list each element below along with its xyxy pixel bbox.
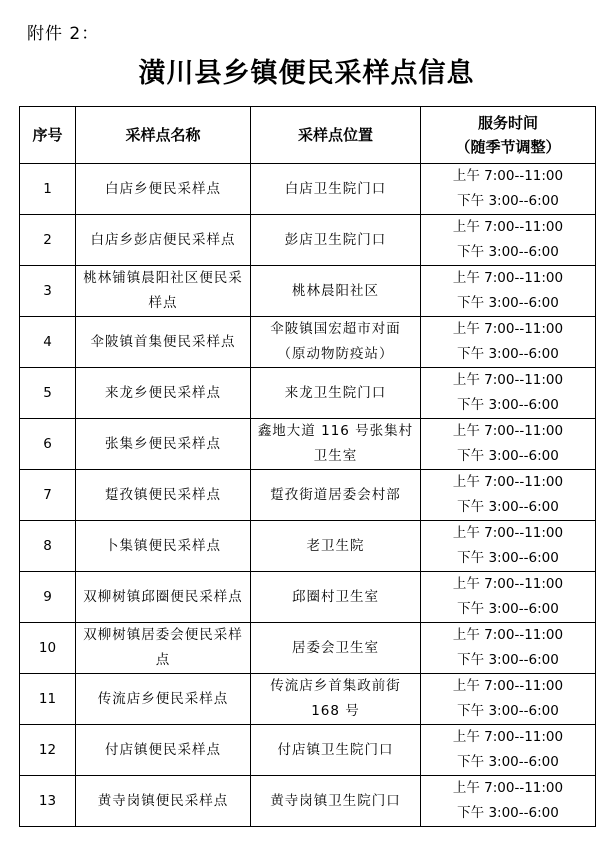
row-site-name: 踅孜镇便民采样点 [76,470,251,521]
morning-hours: 上午 7:00--11:00 [452,678,564,694]
row-site-location: 鑫地大道 116 号张集村卫生室 [251,419,421,470]
row-site-location: 老卫生院 [251,521,421,572]
table-row [20,164,596,215]
afternoon-hours: 下午 3:00--6:00 [457,754,559,770]
table-row [20,623,596,674]
header-index: 序号 [20,107,76,164]
row-service-hours [421,521,596,572]
row-site-name: 白店乡便民采样点 [76,164,251,215]
morning-hours: 上午 7:00--11:00 [452,423,564,439]
row-site-name: 白店乡彭店便民采样点 [76,215,251,266]
row-site-name: 伞陂镇首集便民采样点 [76,317,251,368]
row-site-name: 张集乡便民采样点 [76,419,251,470]
row-index: 9 [20,572,76,623]
morning-hours: 上午 7:00--11:00 [452,321,564,337]
morning-hours: 上午 7:00--11:00 [452,474,564,490]
row-service-hours [421,164,596,215]
table-row [20,725,596,776]
row-index: 3 [20,266,76,317]
row-service-hours [421,623,596,674]
row-service-hours [421,368,596,419]
header-location: 采样点位置 [251,107,421,164]
table-row [20,266,596,317]
afternoon-hours: 下午 3:00--6:00 [457,499,559,515]
row-index: 10 [20,623,76,674]
morning-hours: 上午 7:00--11:00 [452,576,564,592]
row-service-hours [421,419,596,470]
row-index: 1 [20,164,76,215]
table-row [20,776,596,827]
row-index: 8 [20,521,76,572]
afternoon-hours: 下午 3:00--6:00 [457,703,559,719]
row-site-location: 白店卫生院门口 [251,164,421,215]
header-hours-note: （随季节调整） [455,138,561,156]
morning-hours: 上午 7:00--11:00 [452,627,564,643]
sampling-points-table [19,106,596,827]
table-row [20,572,596,623]
row-service-hours [421,725,596,776]
row-site-name: 黄寺岗镇便民采样点 [76,776,251,827]
morning-hours: 上午 7:00--11:00 [452,270,564,286]
table-row [20,674,596,725]
row-site-location: 邱圈村卫生室 [251,572,421,623]
row-index: 2 [20,215,76,266]
table-row [20,419,596,470]
header-hours [421,107,596,164]
table-header-row [20,107,596,164]
attachment-label: 附件 2： [27,24,100,44]
row-site-name: 付店镇便民采样点 [76,725,251,776]
row-site-location: 黄寺岗镇卫生院门口 [251,776,421,827]
row-index: 12 [20,725,76,776]
table-row [20,470,596,521]
row-site-location: 伞陂镇国宏超市对面（原动物防疫站） [251,317,421,368]
afternoon-hours: 下午 3:00--6:00 [457,550,559,566]
morning-hours: 上午 7:00--11:00 [452,729,564,745]
row-site-name: 双柳树镇居委会便民采样点 [76,623,251,674]
row-site-location: 付店镇卫生院门口 [251,725,421,776]
table-row [20,317,596,368]
row-site-location: 彭店卫生院门口 [251,215,421,266]
afternoon-hours: 下午 3:00--6:00 [457,805,559,821]
afternoon-hours: 下午 3:00--6:00 [457,244,559,260]
table-row [20,215,596,266]
afternoon-hours: 下午 3:00--6:00 [457,346,559,362]
afternoon-hours: 下午 3:00--6:00 [457,193,559,209]
row-service-hours [421,215,596,266]
morning-hours: 上午 7:00--11:00 [452,219,564,235]
row-service-hours [421,776,596,827]
row-site-name: 来龙乡便民采样点 [76,368,251,419]
row-service-hours [421,674,596,725]
header-name: 采样点名称 [76,107,251,164]
row-service-hours [421,572,596,623]
table-row [20,521,596,572]
morning-hours: 上午 7:00--11:00 [452,525,564,541]
row-service-hours [421,317,596,368]
row-index: 5 [20,368,76,419]
row-index: 7 [20,470,76,521]
row-service-hours [421,266,596,317]
afternoon-hours: 下午 3:00--6:00 [457,601,559,617]
row-site-location: 踅孜街道居委会村部 [251,470,421,521]
table-row [20,368,596,419]
morning-hours: 上午 7:00--11:00 [452,372,564,388]
afternoon-hours: 下午 3:00--6:00 [457,652,559,668]
row-index: 6 [20,419,76,470]
morning-hours: 上午 7:00--11:00 [452,780,564,796]
row-site-location: 桃林晨阳社区 [251,266,421,317]
row-site-name: 传流店乡便民采样点 [76,674,251,725]
row-site-name: 桃林铺镇晨阳社区便民采样点 [76,266,251,317]
row-index: 4 [20,317,76,368]
afternoon-hours: 下午 3:00--6:00 [457,295,559,311]
row-site-location: 居委会卫生室 [251,623,421,674]
morning-hours: 上午 7:00--11:00 [452,168,564,184]
row-index: 13 [20,776,76,827]
row-site-name: 卜集镇便民采样点 [76,521,251,572]
row-index: 11 [20,674,76,725]
afternoon-hours: 下午 3:00--6:00 [457,397,559,413]
header-hours-title: 服务时间 [477,114,538,132]
row-site-name: 双柳树镇邱圈便民采样点 [76,572,251,623]
document-title: 潢川县乡镇便民采样点信息 [138,58,475,89]
row-site-location: 来龙卫生院门口 [251,368,421,419]
row-site-location: 传流店乡首集政前街 168 号 [251,674,421,725]
row-service-hours [421,470,596,521]
afternoon-hours: 下午 3:00--6:00 [457,448,559,464]
